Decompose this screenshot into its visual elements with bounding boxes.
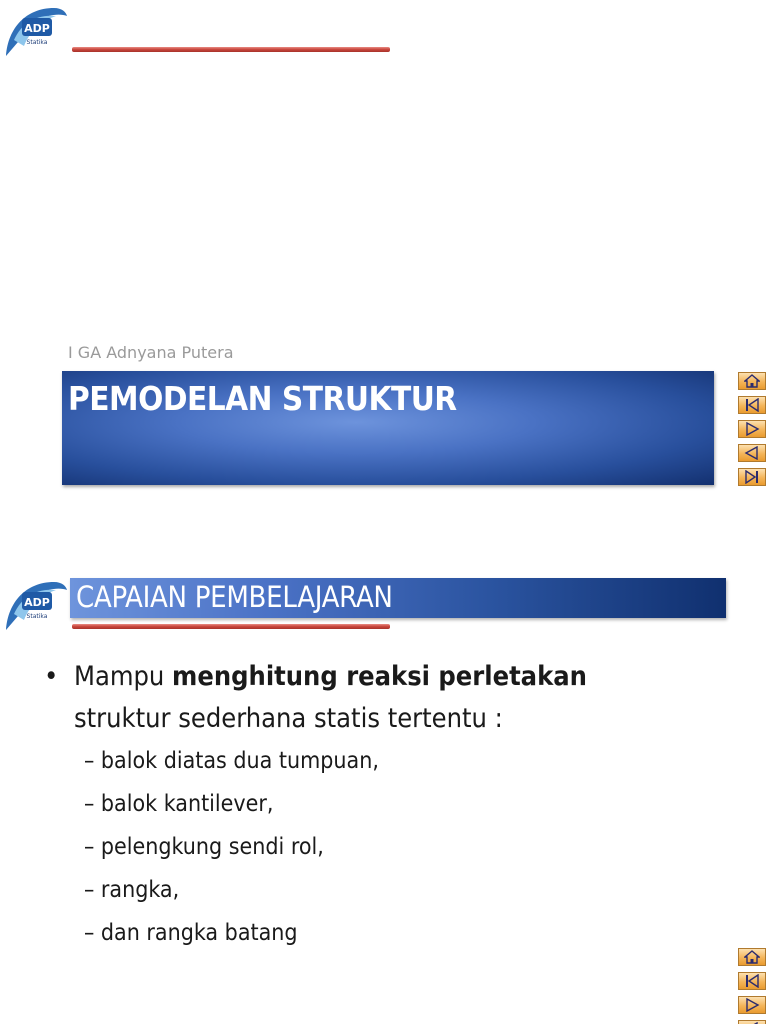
adp-statika-logo [4, 574, 68, 632]
logo-text: ADP [24, 22, 50, 35]
slide-title: PEMODELAN STRUKTUR [68, 379, 457, 418]
nav-controls [738, 372, 768, 492]
previous-button[interactable] [738, 1020, 766, 1024]
main-bullet [44, 656, 704, 740]
first-slide-icon [744, 398, 760, 412]
nav-controls [738, 948, 768, 1024]
first-slide-button[interactable] [738, 396, 766, 414]
home-icon [744, 374, 760, 388]
next-button[interactable] [738, 420, 766, 438]
home-icon [744, 950, 760, 964]
bullet-prefix: Mampu [74, 661, 173, 692]
red-divider [72, 624, 390, 629]
list-item: – pelengkung sendi rol, [84, 834, 324, 860]
author-name: I GA Adnyana Putera [68, 343, 234, 362]
home-button[interactable] [738, 372, 766, 390]
list-item: – rangka, [84, 877, 180, 903]
first-slide-button[interactable] [738, 972, 766, 990]
sub-bullet-list [84, 746, 379, 961]
list-item: – balok diatas dua tumpuan, [84, 748, 379, 774]
bullet-bold-text: menghitung reaksi perletakan [172, 661, 587, 692]
content-slide [0, 560, 768, 1024]
bullet-marker: • [44, 661, 59, 692]
logo-subtext: Statika [26, 39, 48, 46]
slide-header-bar [70, 578, 726, 618]
first-slide-icon [744, 974, 760, 988]
adp-statika-logo [4, 0, 68, 58]
title-banner [62, 371, 714, 485]
previous-icon [744, 446, 760, 460]
last-slide-button[interactable] [738, 468, 766, 486]
last-slide-icon [744, 470, 760, 484]
next-button[interactable] [738, 996, 766, 1014]
logo-text: ADP [24, 596, 50, 609]
bullet-suffix: struktur sederhana statis tertentu : [74, 703, 503, 734]
next-icon [744, 998, 760, 1012]
previous-button[interactable] [738, 444, 766, 462]
list-item: – balok kantilever, [84, 791, 274, 817]
logo-subtext: Statika [26, 613, 48, 620]
next-icon [744, 422, 760, 436]
slide-heading: CAPAIAN PEMBELAJARAN [76, 580, 393, 614]
red-divider [72, 47, 390, 52]
list-item: – dan rangka batang [84, 920, 298, 946]
home-button[interactable] [738, 948, 766, 966]
